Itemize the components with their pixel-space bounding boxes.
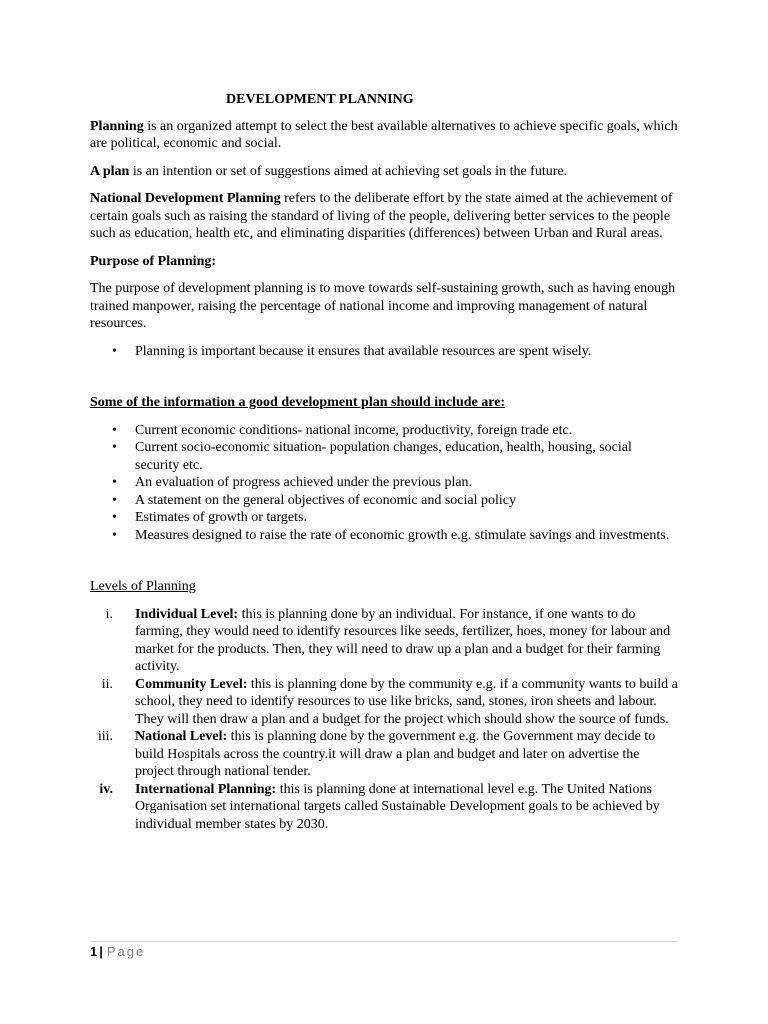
item-number: ii. xyxy=(101,676,113,692)
level-term: Community Level: xyxy=(135,676,248,692)
document-body xyxy=(90,91,678,833)
bullet-icon: • xyxy=(112,510,117,525)
page-word: Page xyxy=(106,944,146,959)
planning-text: is an organized attempt to select the best available alternatives to achieve specific goals, which are political, economic and social. xyxy=(90,118,678,151)
list-item xyxy=(90,509,678,527)
plan-term: A plan xyxy=(90,163,130,179)
ndp-definition xyxy=(90,190,678,243)
level-term: National Level: xyxy=(135,729,228,744)
list-item xyxy=(90,439,678,474)
info-heading: Some of the information a good development plan should include are: xyxy=(90,395,506,410)
footer-separator: | xyxy=(99,944,103,959)
level-text: this is planning done by an individual. For instance, if one wants to do farming, they would need to identify resources like seeds, fertilizer, hoes, money for labour and market for the products. Then, they will need to draw up a plan and a budget for their farming activity. xyxy=(135,606,671,674)
list-item xyxy=(90,422,678,440)
page-footer xyxy=(90,941,678,959)
list-item xyxy=(90,728,678,781)
list-item xyxy=(90,781,678,834)
purpose-paragraph: The purpose of development planning is to move towards self-sustaining growth, such as having enough trained manpower, raising the percentage of national income and improving management of natural resources. xyxy=(90,281,676,331)
list-item xyxy=(90,492,678,510)
bullet-text: Measures designed to raise the rate of economic growth e.g. stimulate savings and investments. xyxy=(135,527,670,543)
bullet-icon: • xyxy=(112,492,117,508)
level-text: this is planning done by the community e.g. if a community wants to build a school, they need to identify resources to use like bricks, sand, stones, iron sheets and labour. They will then draw a plan and a budget for the project which should show the source of funds. xyxy=(135,676,678,727)
levels-list xyxy=(90,606,678,834)
plan-definition xyxy=(90,163,678,181)
item-number: iv. xyxy=(99,781,113,797)
bullet-text: Estimates of growth or targets. xyxy=(135,510,307,525)
level-text: this is planning done by the government e.g. the Government may decide to build Hospitals across the country.it will draw a plan and budget and later on advertise the project through national tender. xyxy=(135,729,656,779)
purpose-bullet-list xyxy=(90,343,678,361)
list-item xyxy=(90,343,678,361)
page-number: 1 xyxy=(90,944,98,959)
info-bullet-list xyxy=(90,422,678,545)
bullet-icon: • xyxy=(112,475,117,490)
list-item xyxy=(90,676,678,729)
bullet-text: A statement on the general objectives of economic and social policy xyxy=(135,492,516,508)
levels-heading: Levels of Planning xyxy=(90,579,196,594)
level-text: this is planning done at international level e.g. The United Nations Organisation set international targets called Sustainable Development goals to be achieved by individual member states by 2030. xyxy=(135,781,660,832)
bullet-icon: • xyxy=(112,422,117,438)
document-title: DEVELOPMENT PLANNING xyxy=(226,92,414,107)
item-number: i. xyxy=(105,606,113,622)
planning-term: Planning xyxy=(90,118,144,134)
item-number: iii. xyxy=(97,729,113,744)
level-term: Individual Level: xyxy=(135,606,239,622)
plan-text: is an intention or set of suggestions aimed at achieving set goals in the future. xyxy=(129,163,568,179)
ndp-text: refers to the deliberate effort by the state aimed at the achievement of certain goals such as raising the standard of living of the people, delivering better services to the people such as education, health etc, and eliminating disparities (differences) between Urban and Rural areas. xyxy=(90,191,673,241)
bullet-text: Planning is important because it ensures that available resources are spent wisely. xyxy=(135,343,592,359)
list-item xyxy=(90,474,678,492)
ndp-term: National Development Planning xyxy=(90,191,281,206)
bullet-icon: • xyxy=(112,343,117,359)
bullet-text: Current economic conditions- national income, productivity, foreign trade etc. xyxy=(135,422,573,438)
list-item xyxy=(90,527,678,545)
bullet-text: Current socio-economic situation- population changes, education, health, housing, social security etc. xyxy=(135,440,632,473)
list-item xyxy=(90,606,678,676)
level-term: International Planning: xyxy=(135,781,277,797)
bullet-icon: • xyxy=(112,440,117,455)
bullet-icon: • xyxy=(112,527,117,543)
purpose-heading: Purpose of Planning: xyxy=(90,253,217,269)
bullet-text: An evaluation of progress achieved under the previous plan. xyxy=(135,475,473,490)
planning-definition xyxy=(90,118,678,153)
